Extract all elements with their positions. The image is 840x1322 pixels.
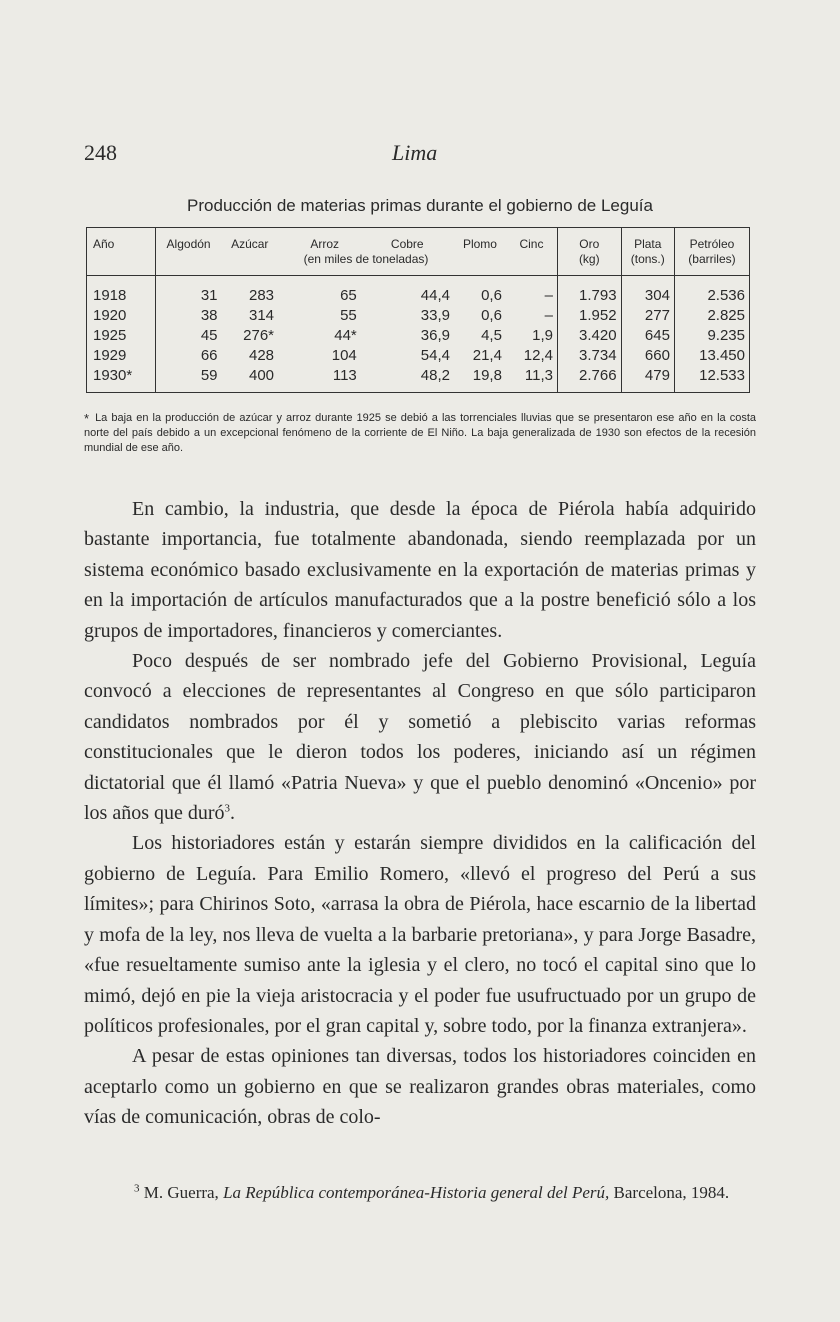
cell-azucar: 283 [249, 287, 275, 304]
col-header-cinc: Cinc [506, 228, 558, 276]
cell-petroleo: 13.450 [674, 346, 749, 366]
cell-year: 1918 [87, 276, 156, 307]
body-text [84, 494, 756, 1133]
production-table [86, 227, 750, 393]
cell-plata: 479 [621, 366, 674, 393]
cell-plomo: 19,8 [472, 367, 502, 384]
cell-algodon: 31 [200, 287, 218, 304]
cell-plomo: 0,6 [481, 287, 502, 304]
col-header-azucar: Azúcar [222, 228, 279, 276]
cell-cinc: – [544, 287, 553, 304]
plata-unit: (tons.) [630, 252, 665, 266]
oro-label: Oro [579, 237, 600, 251]
ref-number: 3 [134, 1182, 140, 1195]
cell-azucar: 276* [243, 327, 275, 344]
cell-cobre: 33,9 [420, 307, 450, 324]
footnote-marker: * [84, 411, 90, 426]
cell-year: 1925 [87, 326, 156, 346]
cell-arroz: 113 [332, 367, 357, 384]
cell-plata: 645 [621, 326, 674, 346]
footnote-ref: 3 [224, 802, 231, 815]
paragraph: Los historiadores están y estarán siempre divididos en la calificación del gobierno de Leguía. Para Emilio Romero, «llevó el progreso del Perú a sus límites»; para Chirinos Soto, «arrasa la obra de Piérola, hace escarnio de la libertad y mofa de la ley, nos lleva de vuelta a la barbarie pretoriana», y para Jorge Basadre, «fue resueltamente sumiso ante la iglesia y el clero, no tocó el capital sino que lo mimó, dejó en pie la vieja aristocracia y el poder fue usufructuado por un grupo de políticos profesionales, por el gran capital y, sobre todo, por la finanza extranjera». [84, 832, 756, 1037]
petroleo-label: Petróleo [689, 237, 735, 251]
table-row [87, 326, 750, 346]
col-header-algodon: Algodón [155, 228, 221, 276]
cell-petroleo: 9.235 [674, 326, 749, 346]
bibliographic-footnote [134, 1183, 764, 1203]
running-title: Lima [392, 140, 438, 165]
table-row [87, 306, 750, 326]
cell-cobre: 48,2 [420, 367, 450, 384]
cell-algodon: 59 [200, 367, 218, 384]
paragraph-end: . [230, 802, 236, 825]
cell-arroz: 55 [340, 307, 357, 324]
table-row [87, 346, 750, 366]
cell-oro: 3.734 [557, 346, 621, 366]
col-header-arroz: Arroz [310, 237, 340, 251]
col-header-oro [557, 228, 621, 276]
cell-arroz: 44* [334, 327, 357, 344]
cell-cinc: – [544, 307, 553, 324]
cell-year: 1920 [87, 306, 156, 326]
cell-azucar: 314 [249, 307, 275, 324]
petroleo-unit: (barriles) [688, 252, 736, 266]
paragraph [84, 646, 756, 828]
cell-cinc: 12,4 [523, 347, 553, 364]
col-header-petroleo [674, 228, 749, 276]
table-footnote [84, 411, 756, 456]
cell-oro: 1.952 [557, 306, 621, 326]
cell-algodon: 66 [200, 347, 218, 364]
paragraph-text: Poco después de ser nombrado jefe del Gobierno Provisional, Leguía convocó a elecciones de representantes al Congreso en que sólo participaron candidatos nombrados por él y sometió a plebiscito varias reformas constitucionales que le dieron todos los poderes, iniciando así un régimen dictatorial que él llamó «Patria Nueva» y que el pueblo denominó «Oncenio» por los años que duró [84, 650, 756, 825]
oro-unit: (kg) [578, 252, 600, 266]
page-number: 248 [84, 140, 117, 165]
cell-algodon: 45 [200, 327, 218, 344]
group-unit-label: (en miles de toneladas) [303, 252, 429, 266]
table-title: Producción de materias primas durante el gobierno de Leguía [187, 196, 653, 215]
table-row [87, 276, 750, 307]
footnote-text: La baja en la producción de azúcar y arroz durante 1925 se debió a las torrenciales lluvias que se presentaron ese año en la costa norte del país debido a un excepcional fenómeno de la corriente de El Niño. La baja generalizada de 1930 son efectos de la recesión mundial de ese año. [84, 412, 756, 454]
cell-cobre: 36,9 [420, 327, 450, 344]
cell-petroleo: 12.533 [674, 366, 749, 393]
cell-arroz: 104 [331, 347, 357, 364]
col-header-cobre: Cobre [390, 237, 424, 251]
col-header-arroz-cobre [278, 228, 454, 276]
cell-oro: 1.793 [557, 276, 621, 307]
cell-azucar: 428 [249, 347, 275, 364]
cell-cobre: 54,4 [420, 347, 450, 364]
paragraph: A pesar de estas opiniones tan diversas, todos los historiadores coinciden en aceptarlo como un gobierno en que se realizaron grandes obras materiales, como vías de comunicación, obras de colo- [84, 1045, 756, 1129]
paragraph: En cambio, la industria, que desde la época de Piérola había adquirido bastante importancia, fue totalmente abandonada, siendo reemplazada por un sistema económico basado exclusivamente en la exportación de materias primas y en la importación de artículos manufacturados que a la postre benefició sólo a los grupos de importadores, financieros y comerciantes. [84, 498, 756, 642]
cell-azucar: 400 [249, 367, 275, 384]
cell-cinc: 1,9 [532, 327, 553, 344]
cell-petroleo: 2.536 [674, 276, 749, 307]
col-header-plomo: Plomo [454, 228, 506, 276]
cell-plomo: 0,6 [481, 307, 502, 324]
cell-plomo: 4,5 [481, 327, 502, 344]
cell-cobre: 44,4 [420, 287, 450, 304]
cell-oro: 3.420 [557, 326, 621, 346]
cell-plata: 660 [621, 346, 674, 366]
cell-arroz: 65 [340, 287, 357, 304]
cell-plata: 304 [621, 276, 674, 307]
col-header-plata [621, 228, 674, 276]
cell-oro: 2.766 [557, 366, 621, 393]
ref-title: La República contemporánea-Historia general del Perú, [223, 1183, 610, 1202]
page-header [84, 140, 756, 180]
cell-plata: 277 [621, 306, 674, 326]
cell-year: 1930* [87, 366, 156, 393]
ref-place-year: Barcelona, 1984. [613, 1183, 730, 1202]
cell-year: 1929 [87, 346, 156, 366]
col-header-year: Año [87, 228, 156, 276]
ref-author: M. Guerra, [143, 1183, 219, 1202]
plata-label: Plata [634, 237, 662, 251]
table-header-row [87, 228, 750, 276]
table-row [87, 366, 750, 393]
cell-plomo: 21,4 [472, 347, 502, 364]
cell-algodon: 38 [200, 307, 218, 324]
cell-petroleo: 2.825 [674, 306, 749, 326]
cell-cinc: 11,3 [524, 367, 553, 384]
